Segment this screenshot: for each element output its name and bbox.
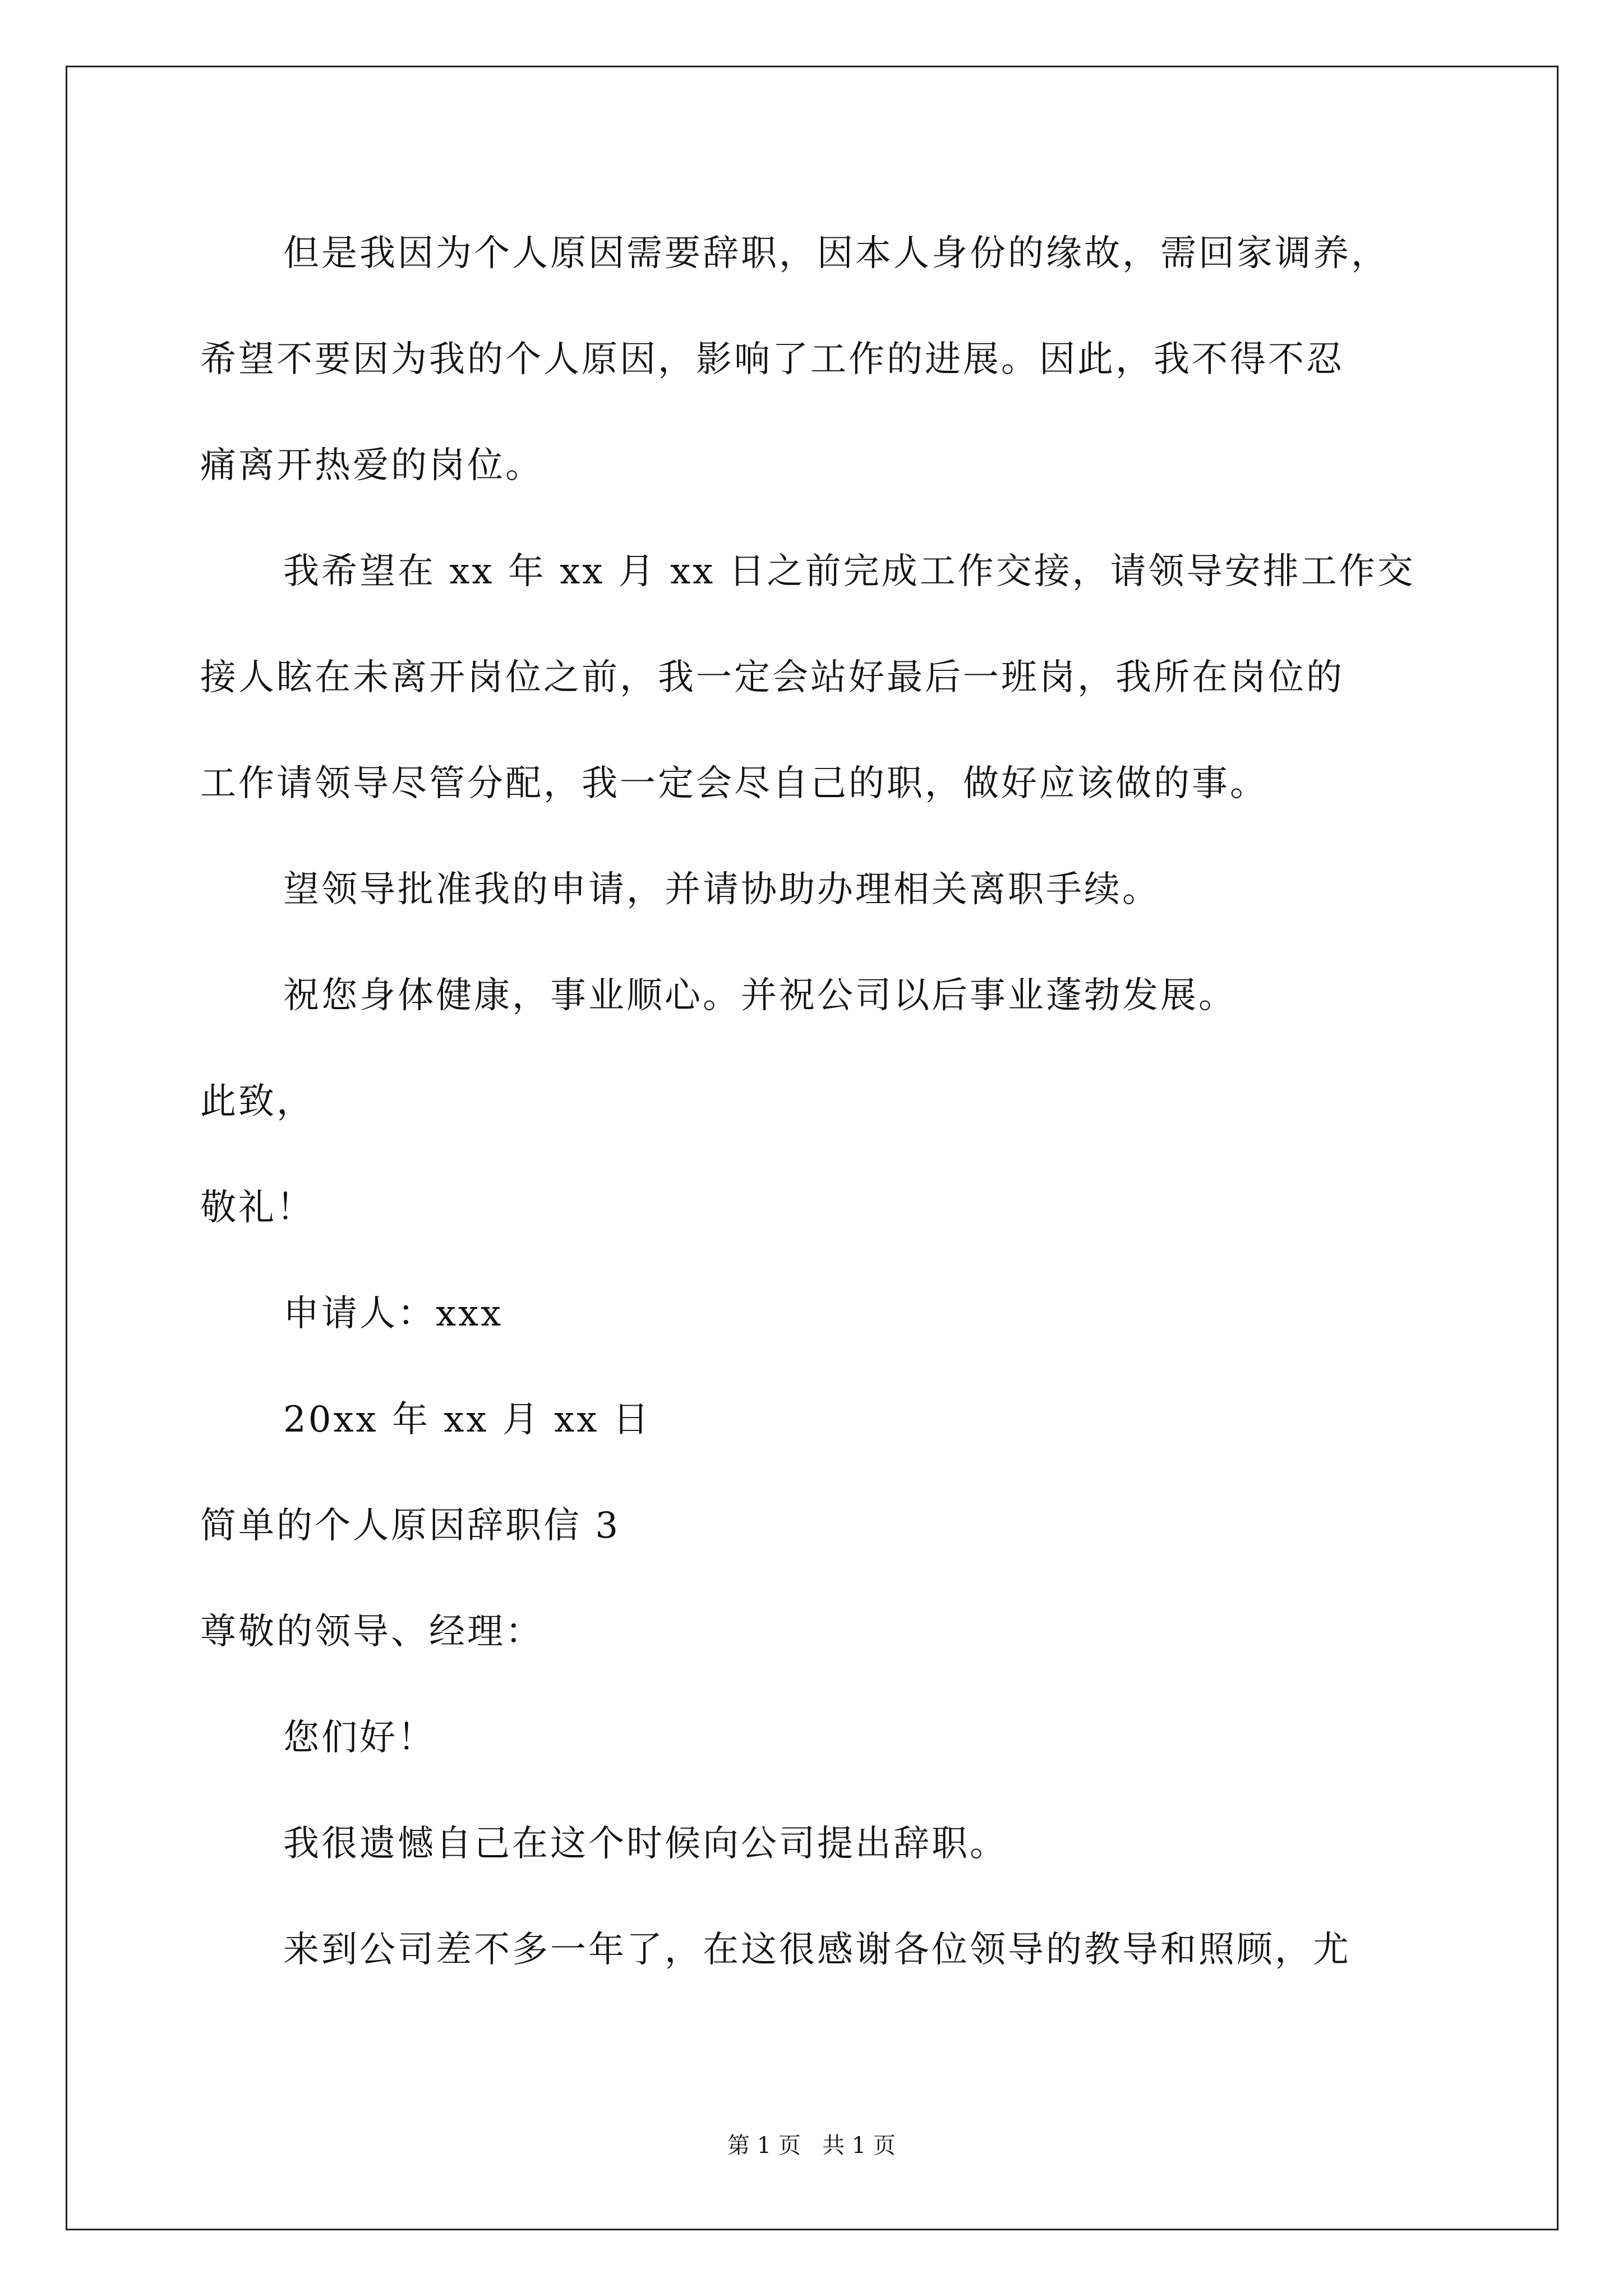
paragraph-line: 祝您身体健康，事业顺心。并祝公司以后事业蓬勃发展。 (283, 975, 1237, 1016)
paragraph-line: 我希望在 xx 年 xx 月 xx 日之前完成工作交接，请领导安排工作交 (283, 551, 1415, 592)
closing-line: 敬礼！ (200, 1187, 315, 1228)
paragraph-line: 望领导批准我的申请，并请协助办理相关离职手续。 (283, 869, 1160, 910)
signature-line: 申请人：xxx (283, 1293, 504, 1335)
closing-line: 此致， (200, 1081, 315, 1122)
paragraph-line: 我很遗憾自己在这个时候向公司提出辞职。 (283, 1823, 1008, 1865)
greeting-line: 您们好！ (283, 1717, 436, 1759)
page-number-footer: 第 1 页 共 1 页 (727, 2133, 896, 2159)
paragraph-line: 希望不要因为我的个人原因，影响了工作的进展。因此，我不得不忍 (200, 339, 1344, 380)
paragraph-line: 痛离开热爱的岗位。 (200, 445, 543, 486)
paragraph-line: 来到公司差不多一年了，在这很感谢各位领导的教导和照顾，尤 (283, 1929, 1351, 1971)
paragraph-line: 工作请领导尽管分配，我一定会尽自己的职，做好应该做的事。 (200, 763, 1268, 804)
paragraph-line: 接人眩在未离开岗位之前，我一定会站好最后一班岗，我所在岗位的 (200, 657, 1344, 698)
section-title: 简单的个人原因辞职信 3 (200, 1505, 621, 1547)
page-border (66, 66, 1559, 2230)
date-line: 20xx 年 xx 月 xx 日 (283, 1399, 651, 1441)
salutation-line: 尊敬的领导、经理： (200, 1611, 543, 1653)
paragraph-line: 但是我因为个人原因需要辞职，因本人身份的缘故，需回家调养， (283, 233, 1389, 274)
